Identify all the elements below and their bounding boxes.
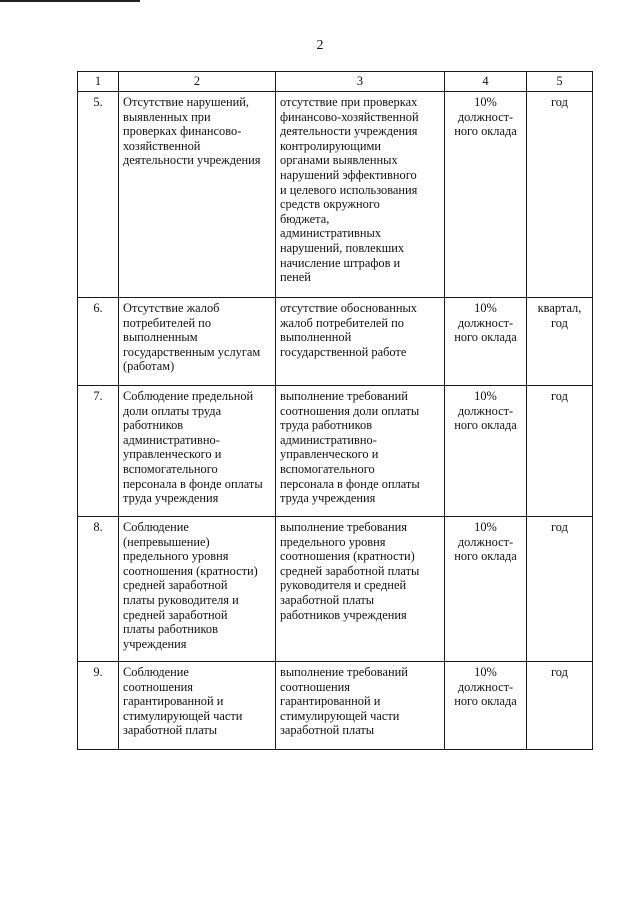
indicator-cell: Соблюдение соотношения гарантированной и стимулирующей части заработной платы [119,662,276,750]
table-row [78,92,593,298]
page-number: 2 [316,38,324,53]
payment-share-cell: 10% должност- ного оклада [445,386,527,517]
table-row [78,298,593,386]
indicator-cell: Отсутствие жалоб потребителей по выполненным государственным услугам (работам) [119,298,276,386]
header-cell-4: 4 [445,72,527,92]
header-cell-3: 3 [276,72,445,92]
criterion-cell: отсутствие при проверках финансово-хозяйственной деятельности учреждения контролирующими органами выявленных нарушений эффективного и целевого использования средств окружного бюджета, административных нарушений, повлекших начисление штрафов и пеней [276,92,445,298]
table-row [78,386,593,517]
criterion-cell: выполнение требований соотношения гарантированной и стимулирующей части заработной платы [276,662,445,750]
table-header-row [78,72,593,92]
payment-share-cell: 10% должност- ного оклада [445,662,527,750]
indicator-cell: Соблюдение (непревышение) предельного уровня соотношения (кратности) средней заработной платы руководителя и средней заработной платы работников учреждения [119,517,276,662]
period-cell: квартал, год [527,298,593,386]
criterion-cell: выполнение требования предельного уровня соотношения (кратности) средней заработной платы руководителя и средней заработной платы работников учреждения [276,517,445,662]
payment-share-cell: 10% должност- ного оклада [445,92,527,298]
row-number: 9. [78,662,119,750]
header-cell-1: 1 [78,72,119,92]
period-cell: год [527,92,593,298]
indicators-table [77,71,593,750]
row-number: 7. [78,386,119,517]
criterion-cell: выполнение требований соотношения доли оплаты труда работников административно- управленческого и вспомогательного персонала в фонде оплаты труда учреждения [276,386,445,517]
indicator-cell: Соблюдение предельной доли оплаты труда работников административно- управленческого и вспомогательного персонала в фонде оплаты труда учреждения [119,386,276,517]
header-cell-5: 5 [527,72,593,92]
criterion-cell: отсутствие обоснованных жалоб потребителей по выполненной государственной работе [276,298,445,386]
period-cell: год [527,386,593,517]
payment-share-cell: 10% должност- ного оклада [445,517,527,662]
header-cell-2: 2 [119,72,276,92]
period-cell: год [527,662,593,750]
top-rule [0,0,140,2]
table-row [78,662,593,750]
row-number: 5. [78,92,119,298]
row-number: 6. [78,298,119,386]
row-number: 8. [78,517,119,662]
payment-share-cell: 10% должност- ного оклада [445,298,527,386]
indicator-cell: Отсутствие нарушений, выявленных при проверках финансово- хозяйственной деятельности учреждения [119,92,276,298]
table-row [78,517,593,662]
period-cell: год [527,517,593,662]
